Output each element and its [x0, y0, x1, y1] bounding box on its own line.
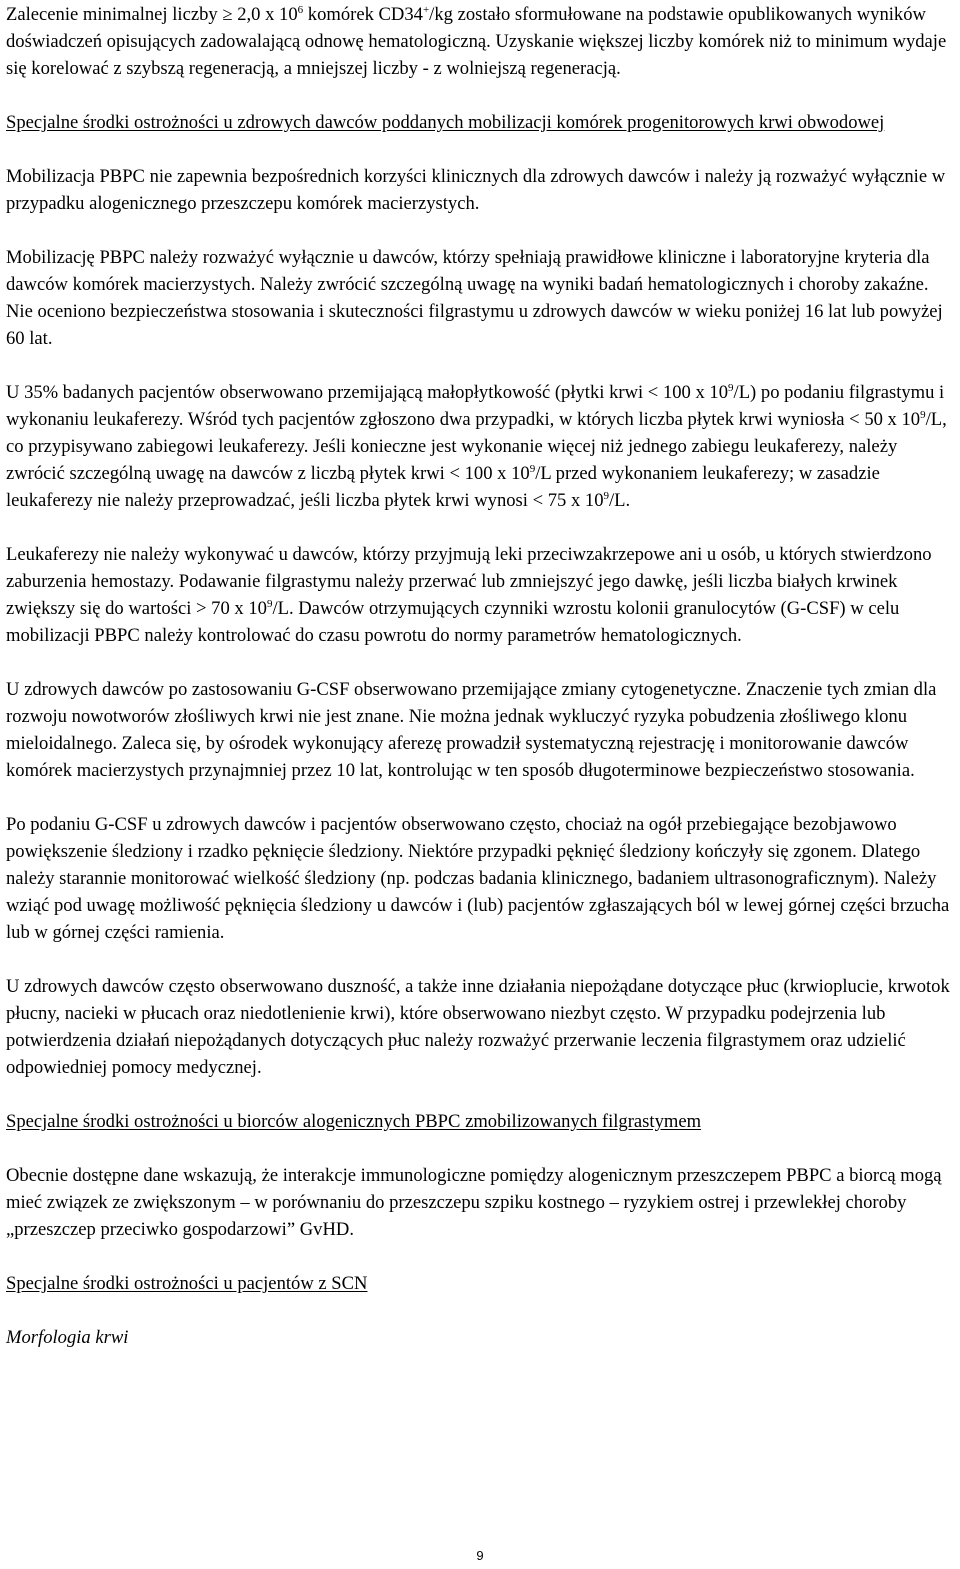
page-number: 9 [476, 1548, 484, 1563]
paragraph-gvhd: Obecnie dostępne dane wskazują, że interakcje immunologiczne pomiędzy alogenicznym przeszczepem PBPC a biorcą mogą mieć związek ze zwiększonym – w porównaniu do przeszczepu szpiku kostnego – ryzykiem ostrej i przewlekłej choroby „przeszczep przeciwko gospodarzowi” GvHD. [6, 1165, 942, 1240]
subheading-blood-morphology: Morfologia krwi [6, 1327, 129, 1348]
document-page [6, 0, 954, 1351]
section-heading-healthy-donors: Specjalne środki ostrożności u zdrowych dawców poddanych mobilizacji komórek progenitorowych krwi obwodowej [6, 112, 885, 133]
paragraph-cytogenetic-changes: U zdrowych dawców po zastosowaniu G-CSF obserwowano przemijające zmiany cytogenetyczne. Znaczenie tych zmian dla rozwoju nowotworów złośliwych krwi nie jest znane. Nie można jednak wykluczyć ryzyka pobudzenia złośliwego klonu mieloidalnego. Zaleca się, by ośrodek wykonujący aferezę prowadził systematyczną rejestrację i monitorowanie dawców komórek macierzystych przynajmniej przez 10 lat, kontrolując w ten sposób długoterminowe bezpieczeństwo stosowania. [6, 679, 937, 781]
section-heading-allogeneic-recipients: Specjalne środki ostrożności u biorców alogenicznych PBPC zmobilizowanych filgrastymem [6, 1111, 702, 1132]
greater-equal-symbol: ≥ [222, 4, 233, 25]
paragraph-thrombocytopenia: U 35% badanych pacjentów obserwowano przemijającą małopłytkowość (płytki krwi < 100 x $10^9/L$) po podaniu filgrastymu i wykonaniu leukaferezy. Wśród tych pacjentów zgłoszono dwa przypadki, w których liczba płytek krwi wyniosła < 50 x $10^9/L$, co przypisywano zabiegowi leukaferezy. Jeśli konieczne jest wykonanie więcej niż jednego zabiegu leukaferezy, należy zwrócić szczególną uwagę na dawców z liczbą płytek krwi < 100 x $10^9/L$ przed wykonaniem leukaferezy; w zasadzie leukaferezy nie należy przeprowadzać, jeśli liczba płytek krwi wynosi < 75 x $10^9/L$. [6, 382, 947, 511]
paragraph-spleen: Po podaniu G-CSF u zdrowych dawców i pacjentów obserwowano często, chociaż na ogół przebiegające bezobjawowo powiększenie śledziony i rzadko pęknięcie śledziony. Niektóre przypadki pęknięć śledziony kończyły się zgonem. Dlatego należy starannie monitorować wielkość śledziony (np. podczas badania klinicznego, badaniem ultrasonograficznym). Należy wziąć pod uwagę możliwość pęknięcia śledziony u dawców i (lub) pacjentów zgłaszających ból w lewej górnej części brzucha lub w górnej części ramienia. [6, 814, 950, 943]
paragraph-pbpc-mobilization: Mobilizacja PBPC nie zapewnia bezpośrednich korzyści klinicznych dla zdrowych dawców i należy ją rozważyć wyłącznie w przypadku alogenicznego przeszczepu komórek macierzystych. [6, 166, 946, 214]
section-heading-scn-patients: Specjalne środki ostrożności u pacjentów z SCN [6, 1273, 368, 1294]
paragraph-leukapheresis: Leukaferezy nie należy wykonywać u dawców, którzy przyjmują leki przeciwzakrzepowe ani u osób, u których stwierdzono zaburzenia hemostazy. Podawanie filgrastymu należy przerwać lub zmniejszyć jego dawkę, jeśli liczba białych krwinek zwiększy się do wartości > 70 x $10^9/L$. Dawców otrzymujących czynniki wzrostu kolonii granulocytów (G-CSF) w celu mobilizacji PBPC należy kontrolować do czasu powrotu do normy parametrów hematologicznych. [6, 544, 932, 646]
paragraph-donor-criteria: Mobilizację PBPC należy rozważyć wyłącznie u dawców, którzy spełniają prawidłowe kliniczne i laboratoryjne kryteria dla dawców komórek macierzystych. Należy zwrócić szczególną uwagę na wyniki badań hematologicznych i choroby zakaźne. Nie oceniono bezpieczeństwa stosowania i skuteczności filgrastymu u zdrowych dawców w wieku poniżej 16 lat lub powyżej 60 lat. [6, 247, 943, 349]
paragraph-cd34-recommendation: Zalecenie minimalnej liczby ≥ 2,0 x $10^6$ komórek CD34+/kg zostało sformułowane na podstawie opublikowanych wyników doświadczeń opisujących zadowalającą odnowę hematologiczną. Uzyskanie większej liczby komórek niż to minimum wydaje się korelować z szybszą regeneracją, a mniejszej liczby - z wolniejszą regeneracją. [6, 4, 947, 79]
paragraph-pulmonary: U zdrowych dawców często obserwowano duszność, a także inne działania niepożądane dotyczące płuc (krwioplucie, krwotok płucny, nacieki w płucach oraz niedotlenienie krwi), które obserwowano niezbyt często. W przypadku podejrzenia lub potwierdzenia działań niepożądanych dotyczących płuc należy rozważyć przerwanie leczenia filgrastymem oraz udzielić odpowiedniej pomocy medycznej. [6, 976, 950, 1078]
